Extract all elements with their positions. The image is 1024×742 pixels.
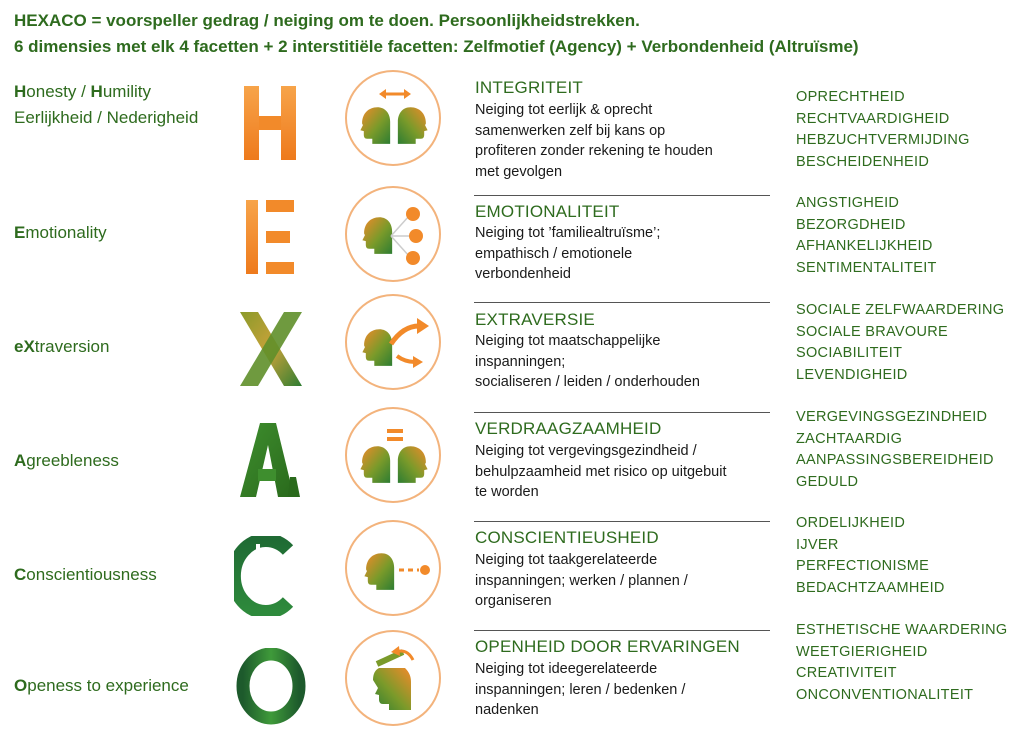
- two-heads-equal-icon: [355, 417, 435, 497]
- open-head-idea-icon: [355, 640, 435, 720]
- dimension-row-h: [0, 78, 1024, 192]
- facet-list: ESTHETISCHE WAARDERING WEETGIERIGHEID CREATIVITEIT ONCONVENTIONALITEIT: [796, 622, 1008, 703]
- dimension-english-name: eXtraversion: [14, 337, 110, 356]
- letter-c-logo: [234, 536, 308, 616]
- facet-list: VERGEVINGSGEZINDHEID ZACHTAARDIG AANPASSINGSBEREIDHEID GEDULD: [796, 409, 994, 490]
- dimension-description: Neiging tot taakgerelateerde inspanningen; werken / plannen / organiseren: [475, 552, 688, 609]
- letter-o-logo: [234, 648, 308, 728]
- facet-list: OPRECHTHEID RECHTVAARDIGHEID HEBZUCHTVERMIJDING BESCHEIDENHEID: [796, 89, 970, 170]
- letter-x-logo: [234, 310, 308, 390]
- dimension-row-x: [0, 300, 1024, 414]
- dimension-description: Neiging tot maatschappelijke inspanningen; socialiseren / leiden / onderhouden: [475, 333, 700, 390]
- dimension-icon-circle: [345, 630, 441, 726]
- dimension-english-name: Conscientiousness: [14, 565, 157, 584]
- dimension-title: CONSCIENTIEUSHEID: [475, 528, 659, 547]
- dimension-description: Neiging tot vergevingsgezindheid / behulpzaamheid met risico op uitgebuit te worden: [475, 443, 727, 500]
- dimension-description: Neiging tot ideegerelateerde inspanningen; leren / bedenken / nadenken: [475, 661, 686, 718]
- head-focus-target-icon: [355, 530, 435, 610]
- dimension-icon-circle: [345, 520, 441, 616]
- dimension-english-name: Emotionality: [14, 223, 107, 242]
- dimension-icon-circle: [345, 70, 441, 166]
- dimension-english-name: Openess to experience: [14, 676, 189, 695]
- header-line-2: 6 dimensies met elk 4 facetten + 2 interstitiële facetten: Zelfmotief (Agency) + Verbondenheid (Altruïsme): [14, 37, 859, 56]
- dimension-title: VERDRAAGZAAMHEID: [475, 419, 662, 438]
- dimension-icon-circle: [345, 186, 441, 282]
- dimension-title: INTEGRITEIT: [475, 78, 583, 97]
- dimension-dutch-name: Eerlijkheid / Nederigheid: [14, 108, 199, 127]
- facet-list: ORDELIJKHEID IJVER PERFECTIONISME BEDACHTZAAMHEID: [796, 515, 945, 596]
- facet-list: SOCIALE ZELFWAARDERING SOCIALE BRAVOURE SOCIABILITEIT LEVENDIGHEID: [796, 302, 1005, 383]
- dimension-row-e: [0, 192, 1024, 306]
- dimension-title: OPENHEID DOOR ERVARINGEN: [475, 637, 740, 656]
- header-line-1: HEXACO = voorspeller gedrag / neiging om te doen. Persoonlijkheidstrekken.: [14, 11, 640, 30]
- header: [14, 8, 859, 60]
- dimension-english-name: Honesty / Humility: [14, 82, 151, 101]
- letter-a-logo: [234, 421, 308, 501]
- dimension-description: Neiging tot ’familiealtruïsme’; empathisch / emotionele verbondenheid: [475, 225, 661, 282]
- two-heads-exchange-icon: [355, 80, 435, 160]
- dimension-description: Neiging tot eerlijk & oprecht samenwerken zelf bij kans op profiteren zonder rekening te houden met gevolgen: [475, 102, 713, 180]
- dimension-title: EMOTIONALITEIT: [475, 202, 620, 221]
- facet-list: ANGSTIGHEID BEZORGDHEID AFHANKELIJKHEID SENTIMENTALITEIT: [796, 195, 937, 276]
- dimension-row-o: [0, 622, 1024, 740]
- head-connections-icon: [355, 196, 435, 276]
- dimension-icon-circle: [345, 294, 441, 390]
- letter-e-logo: [234, 198, 308, 278]
- dimension-row-c: [0, 516, 1024, 630]
- head-outward-arrows-icon: [355, 304, 435, 384]
- dimension-english-name: Agreebleness: [14, 451, 119, 470]
- dimension-title: EXTRAVERSIE: [475, 310, 595, 329]
- letter-h-logo: [234, 84, 308, 164]
- dimension-icon-circle: [345, 407, 441, 503]
- dimension-row-a: [0, 407, 1024, 521]
